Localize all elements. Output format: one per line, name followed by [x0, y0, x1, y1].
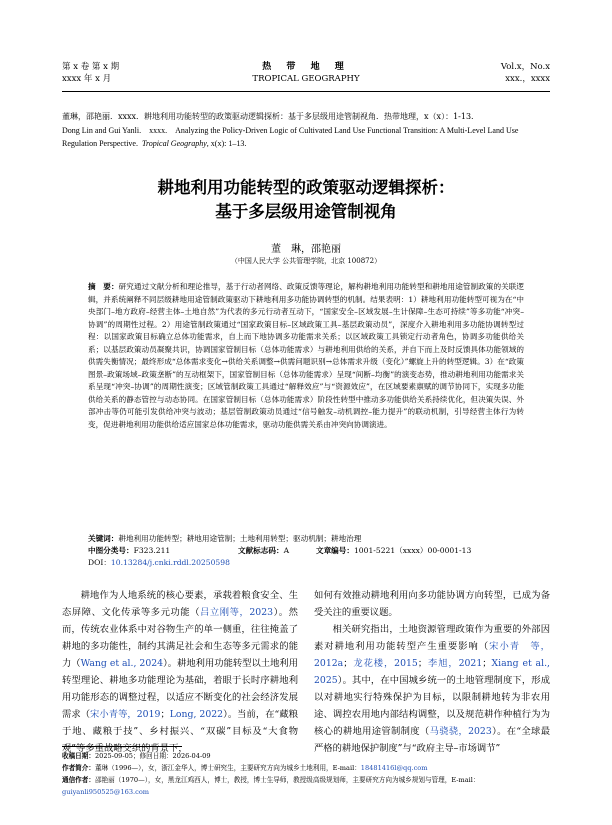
citation-link[interactable]: 马骁骁，2023	[429, 726, 492, 737]
body-column-left	[62, 587, 298, 757]
footnote-rule	[62, 746, 182, 747]
citation-link[interactable]: Wang et al., 2024	[80, 658, 164, 669]
journal-header	[206, 61, 406, 85]
clc-number	[88, 545, 238, 557]
issue-info-en	[501, 61, 550, 85]
volume-issue: 第 x 卷 第 x 期	[62, 62, 120, 72]
abstract-text: 研究通过文献分析和理论推导，基于行动者网络、政策反馈等理论，解构耕地利用功能转型和耕地用途管制政策的关联逻辑，并系统阐释不同层级耕地用途管制政策驱动下耕地利用多功能协调转型的机制。结果表明：1）耕地利用功能转型可视为在“中央部门–地方政府–经营主体–土地自然”为代表的多元行动者互动下，“国家安全–区域发展–生计保障–生态可持续”等多功能“冲突–协调”的周期性过程。2）用途管制政策通过“国家政策目标–区域政策工具–基层政策动员”，深度介入耕地利用多功能协调转型过程：以国家政策目标确立总体功能需求，自上而下地协调多功能需求关系；以区域政策工具锁定行动者角色，协调多功能供给关系；以基层政策动员凝聚共识，协调国家管制目标（总体功能需求）与耕地利用供给的关系，并自下而上及时反馈具体功能领域的供需失衡情况；最终形成“总体需求变化→供给关系调整→供需问题识别→总体需求升级（变化）”螺旋上升的转型逻辑。3）在“政策图景–政策场域–政策垄断”的互动框架下，国家管制目标（总体功能需求）呈现“间断–均衡”的演变态势，推动耕地利用功能需求关系呈现“冲突–协调”的周期性演变；区域管制政策工具通过“解释效应”与“资源效应”，在区域要素禀赋的调节协同下，实现多功能供给关系的静态管控与动态协同。在国家管制目标（总体功能需求）阶段性转型中推动多功能供给关系持续优化，但决策失误、外部冲击等仍可能引发供给冲突与波动；基层管制政策动员通过“信号触发–动机调控–能力提升”的联动机制，引导经营主体行为转变，促进耕地利用功能供给适应国家总体功能需求，驱动功能供需关系由冲突向协调演进。	[88, 282, 525, 429]
corresponding-text: 邵艳丽（1970—），女，黑龙江鸡西人，博士，教授，博士生导师，教授级高级规划师，主要研究方向为城乡规划与管理，E-mail：	[94, 776, 480, 784]
doi-line	[88, 557, 230, 569]
clc-value: F323.211	[133, 546, 171, 555]
article-label: 文章编号：	[316, 546, 354, 555]
citation-block	[62, 110, 550, 151]
keywords-text: 耕地利用功能转型；耕地用途管制；土地利用转型；驱动机制；耕地治理	[118, 534, 362, 543]
keywords	[88, 533, 524, 545]
date-en: xxx.，xxxx	[505, 74, 550, 84]
title-line-1: 耕地利用功能转型的政策驱动逻辑探析：	[157, 178, 455, 197]
citation-link[interactable]: Long, 2022	[169, 709, 224, 720]
citation-en-main: Dong Lin and Gui Yanli. xxxx. Analyzing the Policy-Driven Logic of Cultivated Land Use Functional Transition: A Multi-Level Land Use Regulation Perspective.	[62, 125, 519, 148]
text-run: ）。其中，在中国城乡统一的土地管理制度下，形成以对耕地实行特殊保护为目标，以限制耕地转为非农用途、调控农用地内部结构调整，以及规范耕作种植行为为核心的耕地用途管制制度（	[314, 675, 550, 737]
doi-label: DOI：	[88, 558, 111, 567]
article-value: 1001-5221（xxxx）00-0001-13	[353, 546, 472, 555]
text-run: ）。耕地利用功能转型以土地利用转型理论、耕地多功能理论为基础，着眼于长时序耕地利用功能形态的调整过程，以适应不断变化的社会经济发展需求（	[62, 658, 298, 720]
corresponding-email-link[interactable]: guiyanli950525@163.com	[62, 788, 150, 796]
authors: 董 琳，邵艳丽	[271, 244, 341, 255]
author-bio-label: 作者简介：	[62, 764, 95, 772]
text-run: ；	[417, 658, 428, 669]
citation-link[interactable]: 龙花楼，2015	[352, 658, 418, 669]
text-run: 相关研究指出，土地资源管理政策作为重要的外部因素对耕地利用功能转型产生重要影响（	[314, 624, 550, 652]
text-run: ）。然而，传统农业体系中对谷物生产的单一侧重，往往掩盖了耕地的多功能性，制约其满足社会和生态等多元需求的能力（	[62, 607, 298, 669]
received-value: 2025-09-05；修回日期：2026-04-09	[94, 752, 211, 760]
intro-paragraph-continued: 如何有效推动耕地利用向多功能协调方向转型，已成为备受关注的重要议题。	[314, 590, 550, 618]
citation-en	[62, 124, 550, 151]
text-run: ）。当前，在“藏粮于地、藏粮于技”、乡村振兴、“双碳”目标及“大食物观”等多重战略交织的背景下，	[62, 709, 298, 754]
citation-link[interactable]: 李旭，2021	[427, 658, 483, 669]
journal-name-en: TROPICAL GEOGRAPHY	[252, 74, 360, 84]
author-email-link[interactable]: 18481416l@qq.com	[360, 764, 428, 772]
volume-issue-en: Vol.x，No.x	[500, 62, 550, 72]
affiliation: （中国人民大学 公共管理学院，北京 100872）	[230, 257, 382, 265]
article-number	[316, 545, 471, 557]
doc-label: 文献标志码：	[238, 546, 284, 555]
classification-meta	[88, 545, 528, 557]
corresponding-author	[62, 774, 550, 798]
title-line-2: 基于多层级用途管制视角	[215, 202, 397, 221]
journal-name-cn: 热 带 地 理	[262, 62, 350, 72]
keywords-label: 关键词：	[88, 534, 119, 543]
citation-cn: 董琳，邵艳丽．xxxx．耕地利用功能转型的政策驱动逻辑探析：基于多层级用途管制视角．热带地理，x（x）：1-13.	[62, 112, 474, 121]
received-date	[62, 750, 550, 762]
intro-paragraph	[62, 587, 298, 757]
author-bio-text: 董琳（1996—），女，浙江金华人，博士研究生，主要研究方向为城乡土地利用，E-mail：	[94, 764, 361, 772]
doc-code	[238, 545, 316, 557]
text-run: ；	[482, 658, 492, 669]
received-label: 收稿日期：	[62, 752, 95, 760]
body-column-right	[314, 587, 550, 757]
text-run: 耕地作为人地系统的核心要素，承载着粮食安全、生态屏障、文化传承等多元功能（	[62, 590, 298, 618]
issue-info	[62, 61, 119, 85]
footnote	[62, 750, 550, 798]
citation-link[interactable]: 宋小青等，2019	[90, 709, 161, 720]
literature-paragraph	[314, 621, 550, 757]
doc-value: A	[283, 546, 290, 555]
paper-title	[62, 176, 550, 224]
citation-en-journal: Tropical Geography	[141, 139, 207, 148]
citation-link[interactable]: 吕立刚等，2023	[200, 607, 274, 618]
header-rule	[62, 91, 550, 92]
abstract	[88, 281, 524, 431]
abstract-label: 摘 要：	[88, 282, 119, 291]
corresponding-label: 通信作者：	[62, 776, 95, 784]
doi-link[interactable]: 10.13284/j.cnki.rddl.20250598	[110, 558, 230, 567]
year-month: xxxx 年 x 月	[62, 74, 112, 84]
text-run: ）。在“全球最严格的耕地保护制度”与“政府主导–市场调节”	[314, 726, 550, 754]
citation-link[interactable]: Xiang et al., 2025	[314, 658, 550, 686]
citation-en-tail: , x(x): 1–13.	[206, 139, 247, 148]
text-run: ；	[343, 658, 353, 669]
author-bio	[62, 762, 550, 774]
clc-label: 中图分类号：	[88, 546, 134, 555]
citation-link[interactable]: 宋小青 等，2012a	[314, 641, 550, 669]
text-run: ；	[160, 709, 170, 720]
